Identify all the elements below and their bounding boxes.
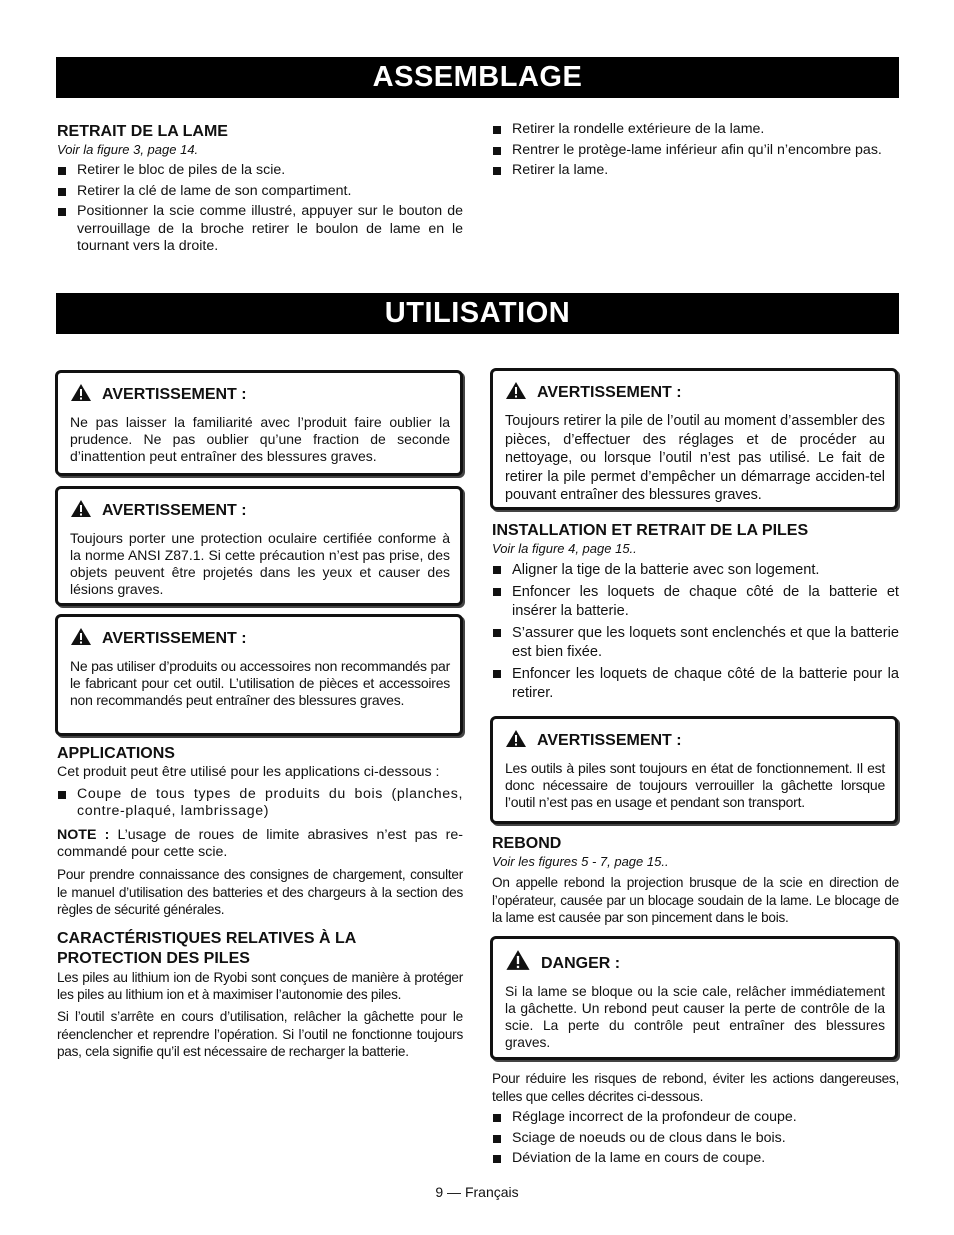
bullet-icon [58,208,66,216]
warning-triangle-icon [505,729,527,754]
warning-triangle-icon [70,383,92,408]
list-item: Retirer la lame. [492,162,899,180]
list-item: Enfoncer les loquets de chaque côté de la batterie pour la retirer. [492,665,899,703]
bullet-icon [493,566,501,574]
retrait-heading: RETRAIT DE LA LAME [57,123,228,140]
danger-body: Si la lame se bloque ou la scie cale, relâcher immédiatement la gâchette. Un rebond peut causer la perte de contrôle de la scie. La perte du contrôle peut entraîner des blessures graves. [505,984,885,1050]
rebond-section [492,834,899,931]
applications-list [57,786,463,821]
page-footer: 9 — Français [435,1184,519,1200]
bullet-icon [493,1155,501,1163]
section-banner-assemblage: ASSEMBLAGE [56,57,899,98]
list-item: Aligner la tige de la batterie avec son logement. [492,561,899,580]
retrait-ref: Voir la figure 3, page 14. [57,142,199,157]
installation-steps-list [492,561,899,703]
bullet-icon [58,188,66,196]
list-item: Retirer la clé de lame de son compartiment. [57,183,463,201]
warning-body: Les outils à piles sont toujours en état de fonctionnement. Il est donc nécessaire de toujours verrouiller la gâchette lorsque l’outil n’est pas en usage et pendant son transport. [505,760,885,810]
bullet-icon [493,167,501,175]
retrait-left-column [57,122,463,262]
warning-box [490,716,898,824]
warning-title: AVERTISSEMENT : [537,384,682,401]
note-text: L’usage de roues de limite abrasives n’est pas re-commandé pour cette scie. [57,826,463,861]
rebond-section-continued [492,1070,899,1174]
warning-triangle-icon [70,499,92,524]
list-item: Coupe de tous types de produits du bois (planches, contre-plaqué, lambrissage) [57,786,463,821]
applications-paragraph: Pour prendre connaissance des consignes de chargement, consulter le manuel d’utilisation des batteries et des chargeurs à la section des règles de sécurité générales. [57,866,463,918]
list-item: Rentrer le protège-lame inférieur afin qu’il n’encombre pas. [492,142,899,160]
left-column-text [57,744,463,1065]
caracteristiques-paragraph-2: Si l’outil s’arrête en cours d’utilisation, relâcher la gâchette pour le réenclencher et reprendre l’opération. Si l’outil ne fonctionne toujours pas, cela signifie qu’il est nécessaire de recharger la batterie. [57,1008,463,1060]
warning-body: Toujours retirer la pile de l’outil au moment d’assembler des pièces, d’effectuer des réglages et de procéder au nettoyage, ou lorsque l’outil n’est pas utilisé. Le fait de retirer la pile permet d’empêcher un démarrage acciden-tel pouvant entraîner des blessures graves. [505,413,885,503]
installation-ref: Voir la figure 4, page 15.. [492,541,637,556]
warning-title: AVERTISSEMENT : [102,630,247,647]
danger-box [490,936,898,1060]
danger-title: DANGER : [541,955,621,972]
bullet-icon [493,588,501,596]
installation-section [492,521,899,709]
list-item: Retirer le bloc de piles de la scie. [57,162,463,180]
rebond-paragraph-2: Pour réduire les risques de rebond, éviter les actions dangereuses, telles que celles décrites ci-dessous. [492,1071,899,1104]
applications-heading: APPLICATIONS [57,745,175,762]
rebond-risk-list [492,1109,899,1168]
bullet-icon [493,1135,501,1143]
warning-triangle-icon [70,627,92,652]
caracteristiques-heading: CARACTÉRISTIQUES RELATIVES À LA PROTECTION DES PILES [57,929,356,967]
warning-title: AVERTISSEMENT : [102,502,247,519]
list-item: Retirer la rondelle extérieure de la lame. [492,121,899,139]
bullet-icon [493,126,501,134]
retrait-steps-list [57,162,463,256]
warning-body: Ne pas laisser la familiarité avec l’produit faire oublier la prudence. Ne pas oublier qu’une fraction de seconde d’inattention peut entraîner des blessures graves. [70,414,450,464]
caracteristiques-paragraph-1: Les piles au lithium ion de Ryobi sont conçues de manière à protéger les piles au lithium ion et à maximiser l’autonomie des piles. [57,969,463,1003]
warning-title: AVERTISSEMENT : [102,386,247,403]
list-item: Positionner la scie comme illustré, appuyer sur le bouton de verrouillage de la broche retirer le boulon de lame en le tournant vers la droite. [57,203,463,256]
applications-note [57,827,463,862]
warning-box [55,486,463,606]
warning-title: AVERTISSEMENT : [537,732,682,749]
applications-intro: Cet produit peut être utilisé pour les applications ci-dessous : [57,764,440,780]
bullet-icon [58,791,66,799]
warning-box [490,368,898,510]
bullet-icon [493,629,501,637]
warning-box [55,614,463,736]
installation-heading: INSTALLATION ET RETRAIT DE LA PILES [492,522,809,539]
bullet-icon [493,1114,501,1122]
warning-box [55,370,463,476]
rebond-paragraph-1: On appelle rebond la projection brusque de la scie en direction de l’opérateur, causée par un blocage soudain de la lame. Le blocage de la lame est causée par son pincement dans le bois. [492,875,899,926]
rebond-heading: REBOND [492,835,562,852]
rebond-ref: Voir les figures 5 - 7, page 15.. [492,854,669,869]
retrait-steps-list-continued [492,121,899,180]
list-item: Déviation de la lame en cours de coupe. [492,1150,899,1168]
warning-triangle-icon [505,381,527,406]
warning-body: Ne pas utiliser d’produits ou accessoires non recommandés par le fabricant pour cet outil. L’utilisation de pièces et accessoires non recommandés peut entraîner des blessures graves. [70,658,450,708]
list-item: Sciage de noeuds ou de clous dans le bois. [492,1130,899,1148]
bullet-icon [493,670,501,678]
section-banner-utilisation: UTILISATION [56,293,899,334]
list-item: S’assurer que les loquets sont enclenchés et que la batterie est bien fixée. [492,624,899,662]
retrait-right-column [492,121,899,186]
list-item: Enfoncer les loquets de chaque côté de la batterie et insérer la batterie. [492,583,899,621]
warning-triangle-icon [505,949,531,977]
warning-body: Toujours porter une protection oculaire certifiée conforme à la norme ANSI Z87.1. Si cette précaution n’est pas prise, des objets peuvent être projetés dans les yeux et causer des lésions graves. [70,530,450,597]
list-item: Réglage incorrect de la profondeur de coupe. [492,1109,899,1127]
bullet-icon [58,167,66,175]
note-label: NOTE : [57,826,110,843]
bullet-icon [493,147,501,155]
